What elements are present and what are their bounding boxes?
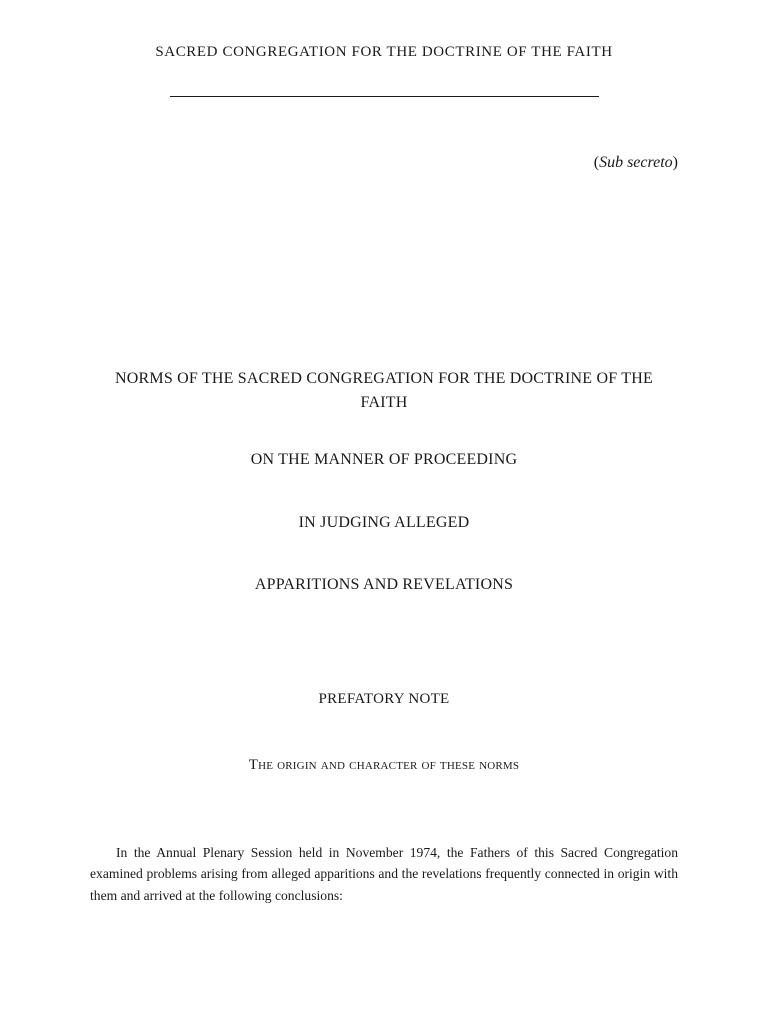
header-title: SACRED CONGREGATION FOR THE DOCTRINE OF THE FAITH xyxy=(155,44,613,60)
header-rule xyxy=(170,96,599,97)
section-heading: The origin and character of these norms xyxy=(248,757,520,773)
subtitle-2: IN JUDGING ALLEGED xyxy=(298,514,470,531)
classification-note xyxy=(594,154,678,172)
prefatory-note-heading: PREFATORY NOTE xyxy=(318,691,450,707)
classification-close-paren: ) xyxy=(672,154,678,171)
body-paragraph: In the Annual Plenary Session held in November 1974, the Fathers of this Sacred Congregation examined problems arising from alleged apparitions and the revelations frequently connected in origin with them and arrived at the following conclusions: xyxy=(90,844,678,903)
subtitle-3: APPARITIONS AND REVELATIONS xyxy=(254,576,514,593)
classification-open-paren: ( xyxy=(593,154,600,171)
subtitle-1: ON THE MANNER OF PROCEEDING xyxy=(250,451,518,468)
main-title: NORMS OF THE SACRED CONGREGATION FOR THE DOCTRINE OF THE FAITH xyxy=(115,370,653,411)
classification-text: Sub secreto xyxy=(599,154,673,171)
